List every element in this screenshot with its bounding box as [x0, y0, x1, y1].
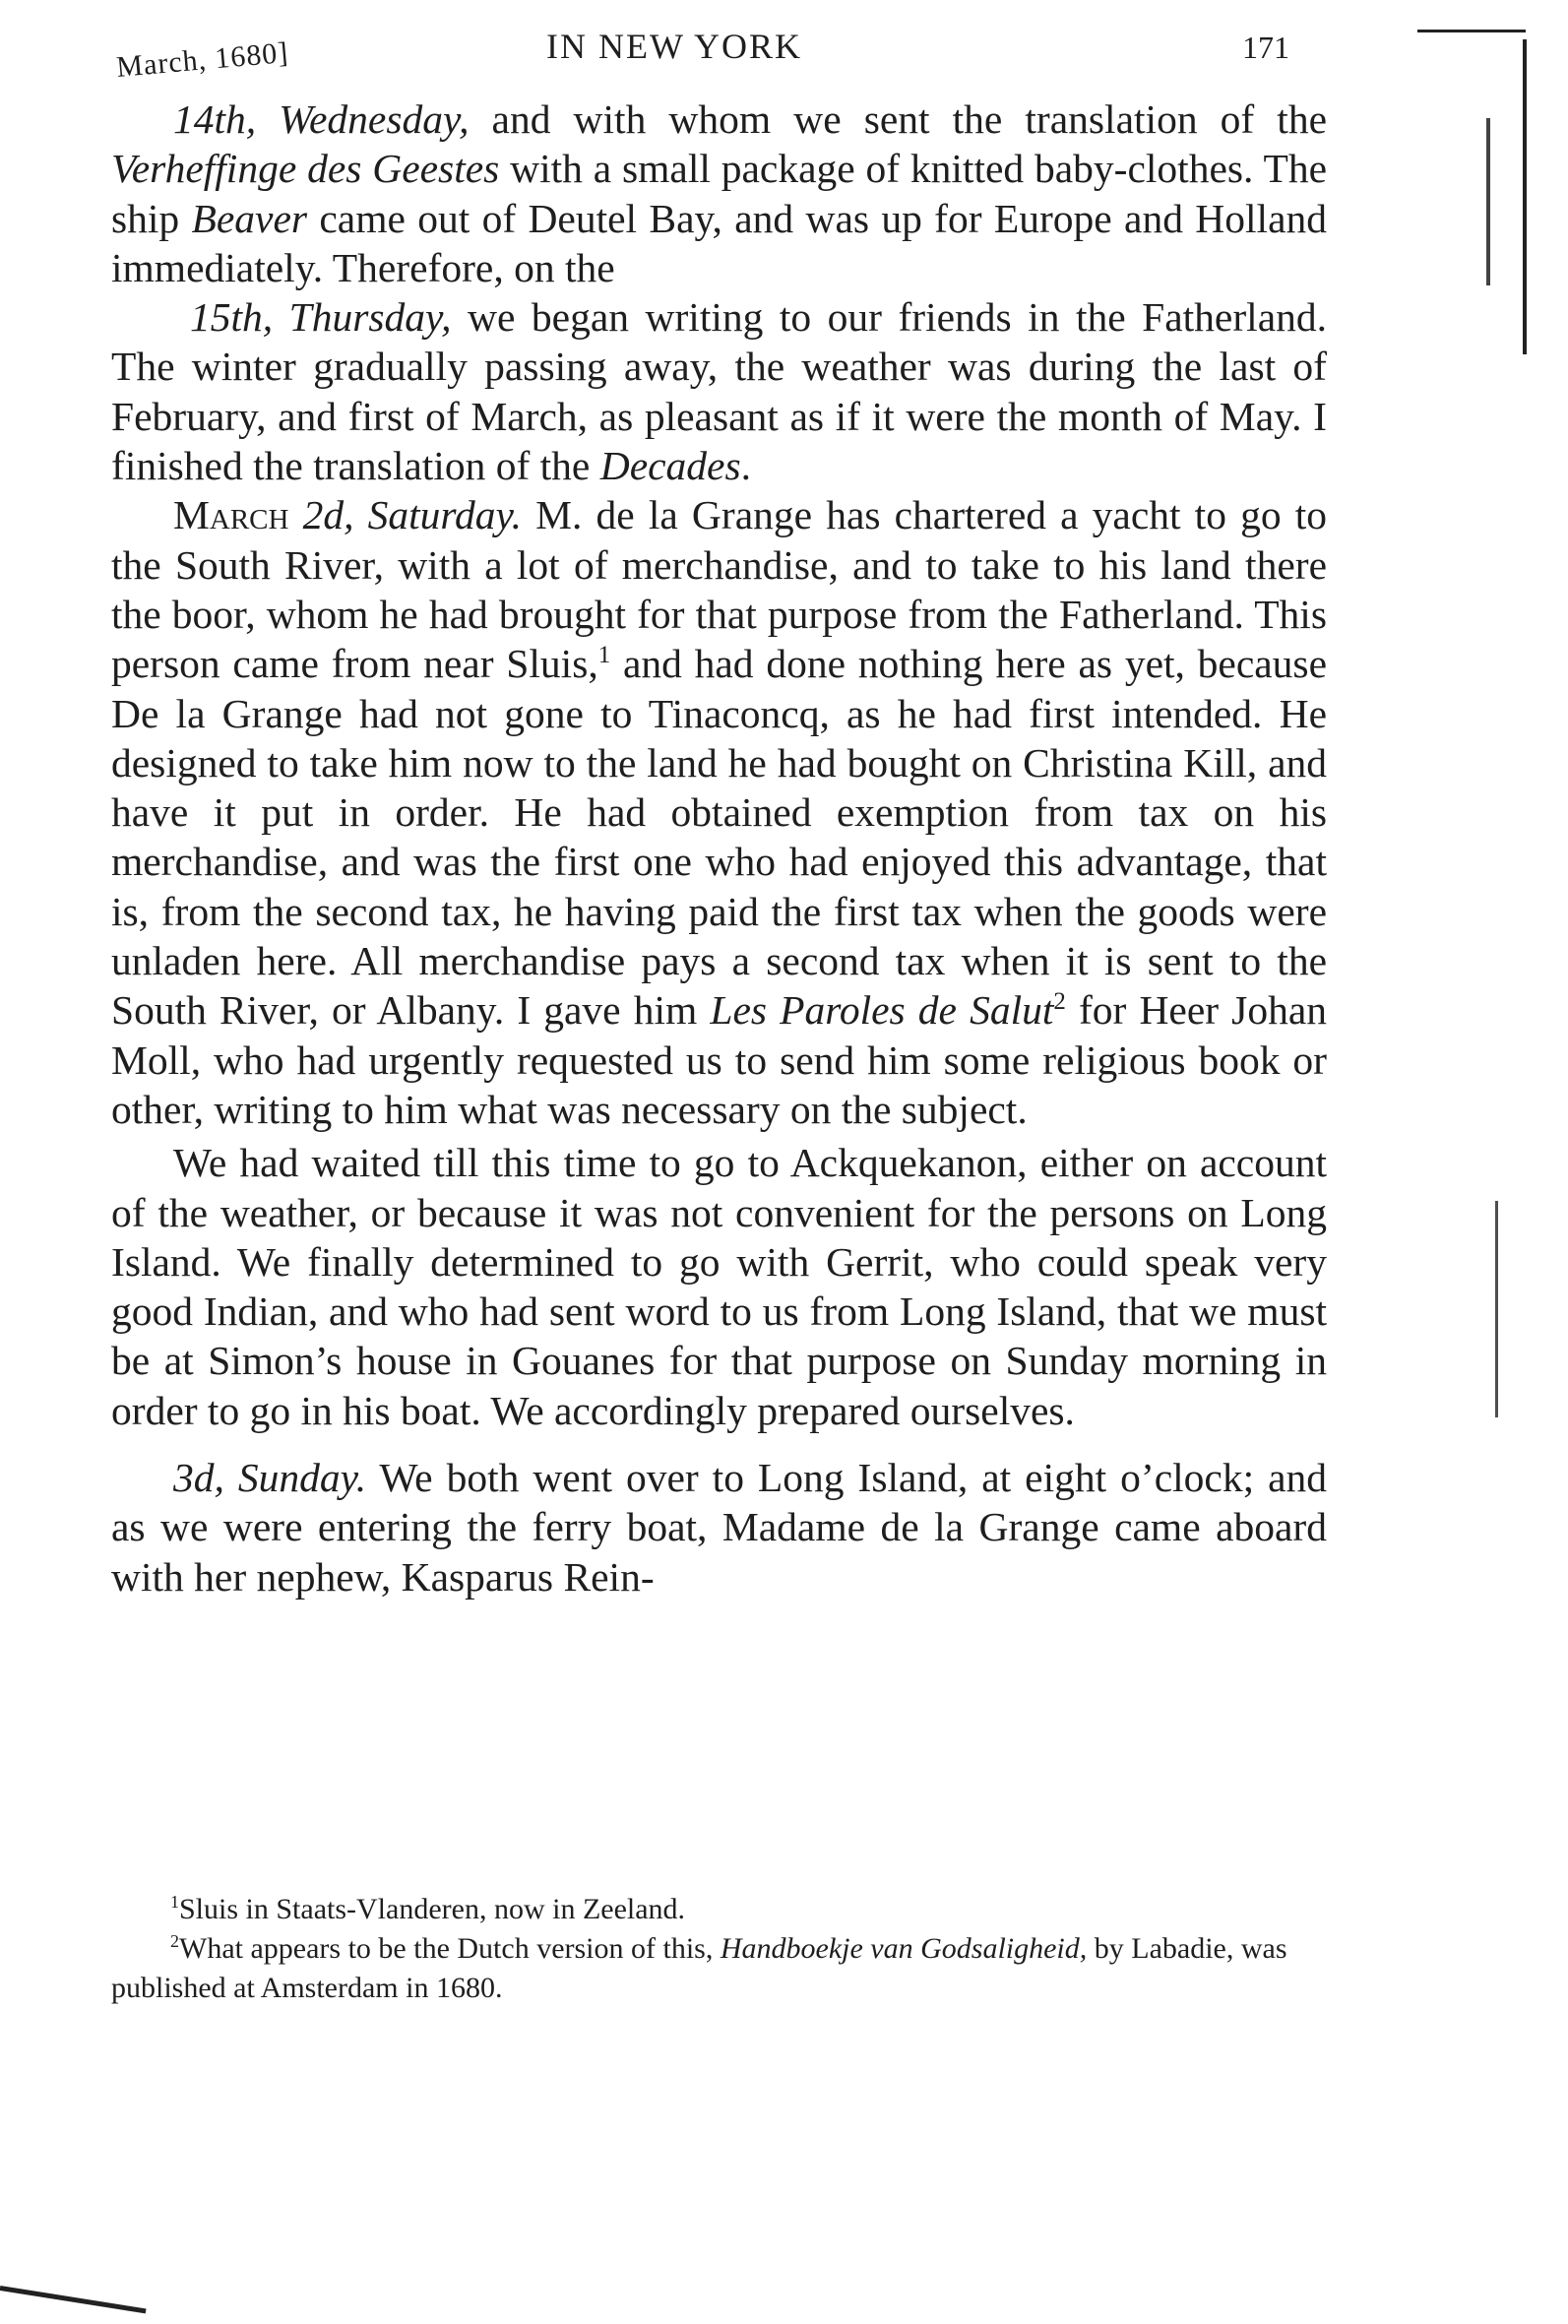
ship-name: Beaver [191, 195, 308, 241]
footnotes [111, 1890, 1327, 2008]
scan-edge-mark-mid [1486, 118, 1490, 285]
footnote-2: $^2$What appears to be the Dutch version of this, Handboekje van Godsaligheid, by Labadie, was published at Amsterdam in 1680. [111, 1931, 1287, 2004]
entry-date: 15th, Thursday, [190, 294, 452, 341]
book-title: Decades [599, 443, 741, 489]
paragraph-march-2d: March 2d, Saturday. M. de la Grange has chartered a yacht to go to the South River, with a lot of merchandise, and to take to his land there the boor, whom he had brought for that purpose from the Fatherland. This person came from near Sluis,$^1$ and had done nothing here as yet, because De la Grange had not gone to Tinaconcq, as he had first intended. He designed to take him now to the land he had bought on Christina Kill, and have it put in order. He had obtained exemption from tax on his merchandise, and was the first one who had enjoyed this advantage, that is, from the second tax, he having paid the first tax when the goods were unladen here. All merchandise pays a second tax when it is sent to the South River, or Albany. I gave him Les Paroles de Salut$^2$ for Heer Johan Moll, who had urgently requested us to send him some religious book or other, writing to him what was necessary on the subject. [111, 492, 1327, 1132]
footnote-1: $^1$Sluis in Staats-Vlanderen, now in Zeeland. [170, 1892, 686, 1925]
entry-date: 2d, Saturday. [288, 492, 523, 538]
scan-edge-mark-low [1495, 1201, 1498, 1417]
book-title: Handboekje van Godsaligheid, [720, 1932, 1088, 1965]
scan-edge-mark-right [1523, 39, 1527, 354]
footnote-ref-2: 2 [1053, 988, 1066, 1016]
page-number: 171 [1242, 30, 1289, 65]
scan-edge-mark-top [1417, 30, 1526, 32]
footnote-ref-1: 1 [597, 642, 611, 669]
main-text [111, 94, 1327, 1602]
entry-month: March [173, 492, 289, 538]
entry-date: 14th, Wednesday, [173, 96, 470, 142]
book-title: Les Paroles de Salut [710, 987, 1054, 1034]
paragraph-ackquekanon: We had waited till this time to go to Ackquekanon, either on account of the weather, or because it was not convenient for the persons on Long Island. We finally determined to go with Gerrit, who could speak very good Indian, and who had sent word to us from Long Island, that we must be at Simon’s house in Gouanes for that purpose on Sunday morning in order to go in his boat. We accordingly prepared ourselves. [111, 1140, 1327, 1433]
book-title: Verheffinge des Geestes [111, 146, 500, 192]
running-header [0, 20, 1568, 85]
scan-corner-mark [0, 2286, 147, 2313]
paragraph-3d: 3d, Sunday. We both went over to Long Island, at eight o’clock; and as we were entering the ferry boat, Madame de la Grange came aboard with her nephew, Kasparus Rein- [111, 1455, 1327, 1600]
entry-date: 3d, Sunday. [173, 1455, 367, 1501]
header-date: March, 1680] [115, 35, 290, 85]
paragraph-15th: 15th, Thursday, we began writing to our friends in the Fatherland. The winter gradually passing away, the weather was during the last of February, and first of March, as pleasant as if it were the month of May. I finished the translation of the Decades. [111, 294, 1327, 489]
paragraph-14th: 14th, Wednesday, and with whom we sent the translation of the Verheffinge des Geestes with a small package of knitted baby-clothes. The ship Beaver came out of Deutel Bay, and was up for Europe and Holland immediately. Therefore, on the [111, 96, 1327, 290]
header-title: IN NEW YORK [546, 27, 802, 66]
